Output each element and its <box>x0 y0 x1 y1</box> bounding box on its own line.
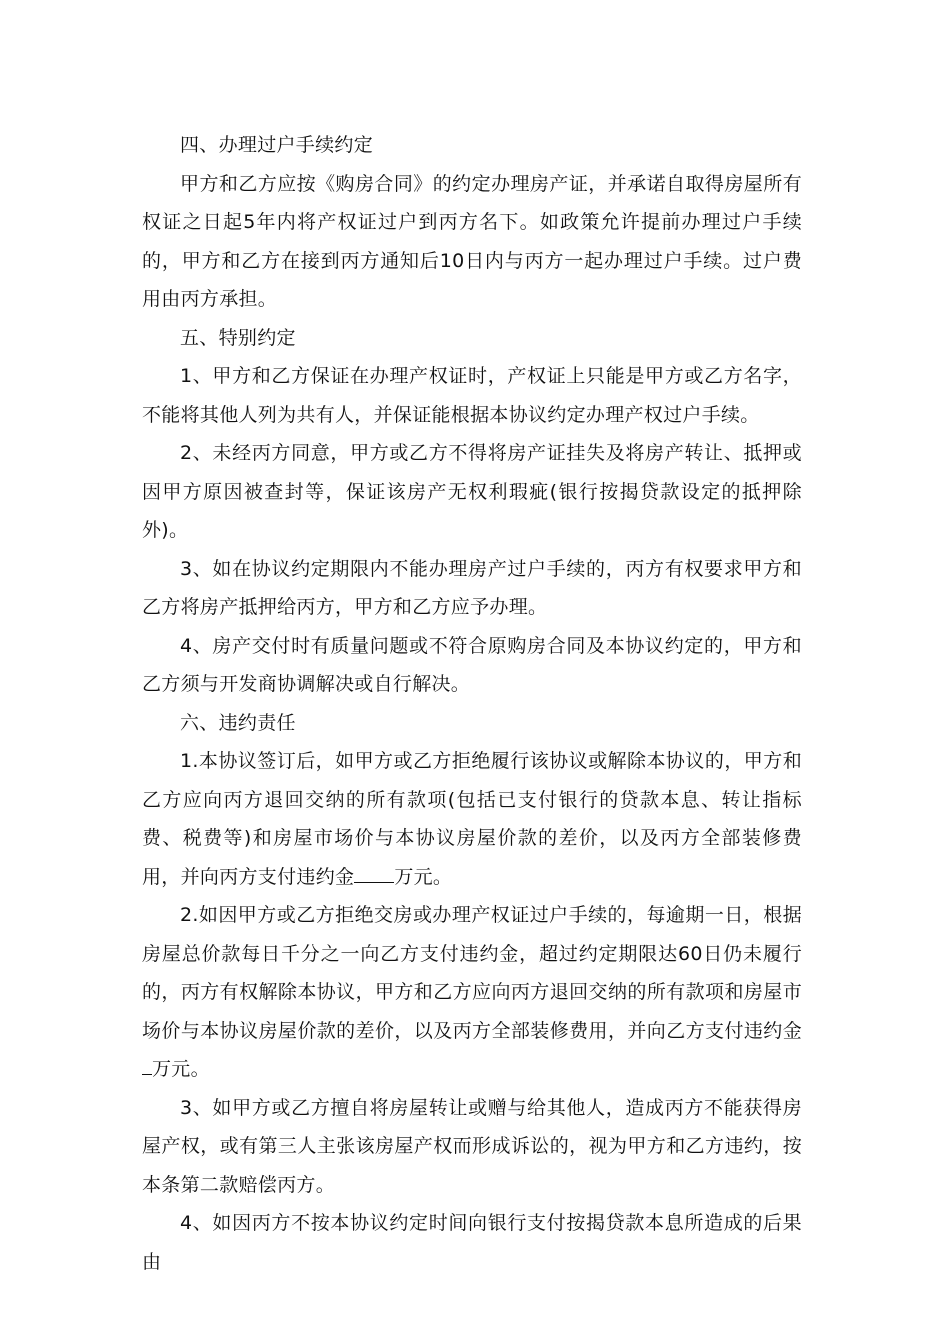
fill-blank <box>142 1073 152 1075</box>
section-heading-4: 四、办理过户手续约定 <box>180 134 374 156</box>
section-heading-5: 五、特别约定 <box>180 326 296 349</box>
fill-blank <box>354 881 394 883</box>
section-heading-6: 六、违约责任 <box>180 711 296 734</box>
paragraph: 甲方和乙方应按《购房合同》的约定办理房产证，并承诺自取得房屋所有权证之日起5年内将产权证过户到丙方名下。如政策允许提前办理过户手续的，甲方和乙方在接到丙方通知后10日内与丙方一起办理过户手续。过户费用由丙方承担。 <box>142 172 802 310</box>
paragraph-text: 1.本协议签订后，如甲方或乙方拒绝履行该协议或解除本协议的，甲方和乙方应向丙方退回交纳的所有款项(包括已支付银行的贷款本息、转让指标费、税费等)和房屋市场价与本协议房屋价款的差价，以及丙方全部装修费用，并向丙方支付违约金 <box>142 750 802 888</box>
paragraph: 4、如因丙方不按本协议约定时间向银行支付按揭贷款本息所造成的后果由 <box>142 1212 802 1273</box>
paragraph: 2、未经丙方同意，甲方或乙方不得将房产证挂失及将房产转让、抵押或因甲方原因被查封等，保证该房产无权利瑕疵(银行按揭贷款设定的抵押除外)。 <box>142 442 802 541</box>
paragraph: 1、甲方和乙方保证在办理产权证时，产权证上只能是甲方或乙方名字，不能将其他人列为共有人，并保证能根据本协议约定办理产权过户手续。 <box>142 365 802 426</box>
paragraph-text: 万元。 <box>394 865 453 888</box>
paragraph-text: 2.如因甲方或乙方拒绝交房或办理产权证过户手续的，每逾期一日，根据房屋总价款每日千分之一向乙方支付违约金，超过约定期限达60日仍未履行的，丙方有权解除本协议，甲方和乙方应向丙方退回交纳的所有款项和房屋市场价与本协议房屋价款的差价，以及丙方全部装修费用，并向乙方支付违约金 <box>142 904 802 1042</box>
paragraph-text: 万元。 <box>152 1058 210 1080</box>
paragraph <box>142 896 802 1089</box>
paragraph <box>142 742 802 896</box>
paragraph: 4、房产交付时有质量问题或不符合原购房合同及本协议约定的，甲方和乙方须与开发商协调解决或自行解决。 <box>142 634 802 695</box>
paragraph: 3、如在协议约定期限内不能办理房产过户手续的，丙方有权要求甲方和乙方将房产抵押给丙方，甲方和乙方应予办理。 <box>142 557 802 618</box>
paragraph: 3、如甲方或乙方擅自将房屋转让或赠与给其他人，造成丙方不能获得房屋产权，或有第三人主张该房屋产权而形成诉讼的，视为甲方和乙方违约，按本条第二款赔偿丙方。 <box>142 1096 802 1196</box>
